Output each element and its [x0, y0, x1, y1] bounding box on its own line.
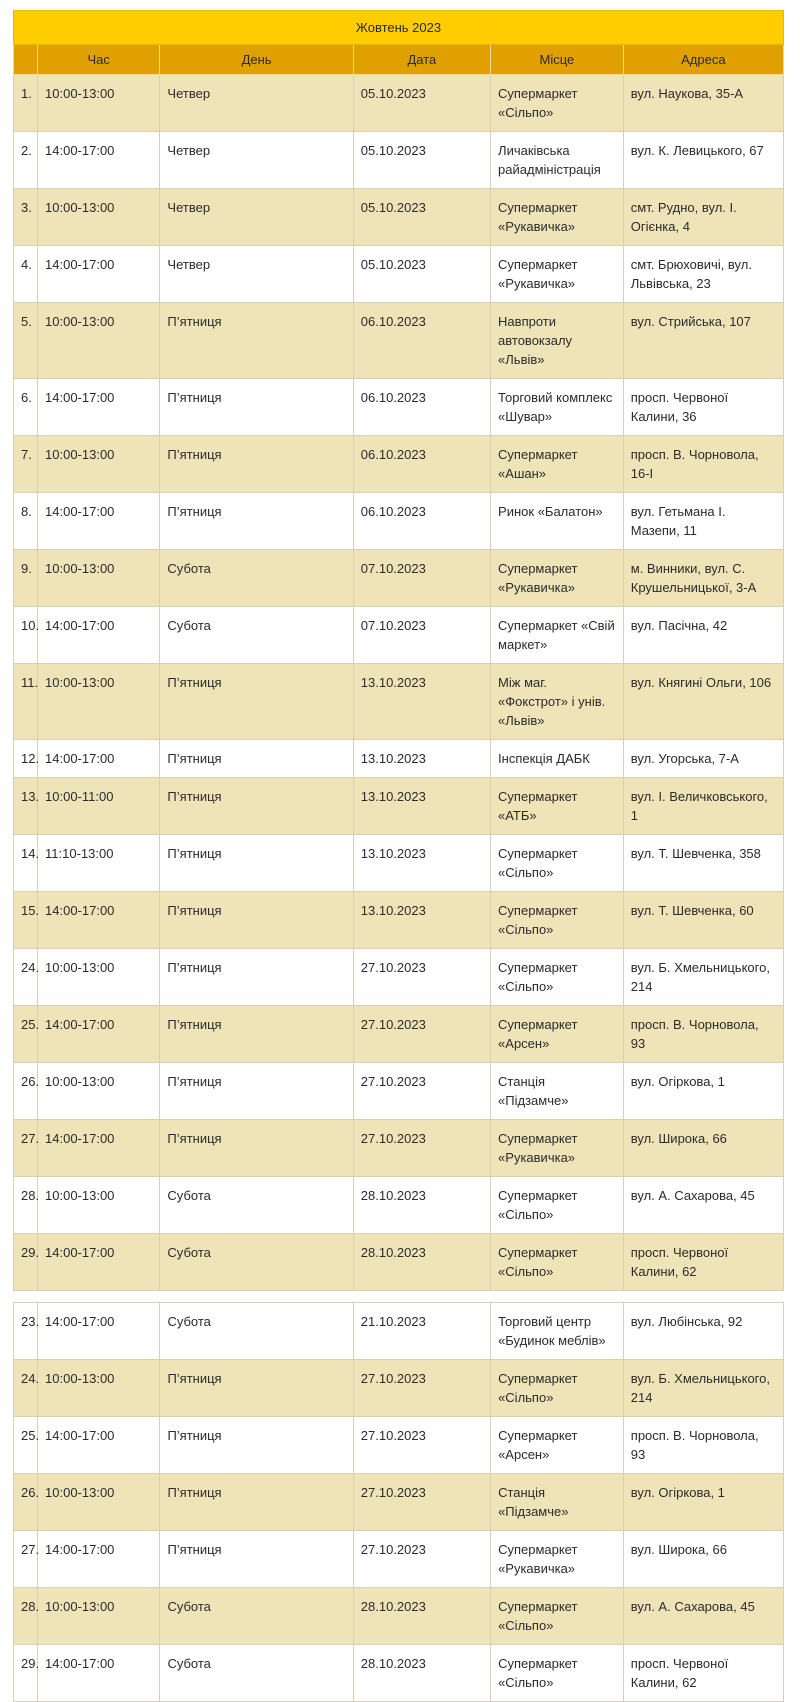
- cell-date: 07.10.2023: [353, 550, 490, 607]
- cell-place: Станція «Підзамче»: [491, 1063, 624, 1120]
- cell-address: вул. Любінська, 92: [623, 1303, 783, 1360]
- table-row: [14, 1120, 784, 1177]
- cell-date: 27.10.2023: [353, 1063, 490, 1120]
- cell-number: 25.: [14, 1006, 38, 1063]
- cell-time: 14:00-17:00: [38, 740, 160, 778]
- cell-place: Ринок «Балатон»: [491, 493, 624, 550]
- cell-number: 24.: [14, 1360, 38, 1417]
- table-row: [14, 493, 784, 550]
- cell-day: Субота: [160, 1234, 353, 1291]
- table-row: [14, 1360, 784, 1417]
- cell-date: 06.10.2023: [353, 436, 490, 493]
- table-title: Жовтень 2023: [14, 11, 784, 45]
- table-row: [14, 778, 784, 835]
- cell-number: 9.: [14, 550, 38, 607]
- cell-address: просп. В. Чорновола, 93: [623, 1006, 783, 1063]
- cell-number: 25.: [14, 1417, 38, 1474]
- cell-place: Супермаркет «Свій маркет»: [491, 607, 624, 664]
- cell-day: П’ятниця: [160, 1417, 353, 1474]
- cell-date: 28.10.2023: [353, 1645, 490, 1702]
- cell-address: просп. В. Чорновола, 93: [623, 1417, 783, 1474]
- cell-date: 27.10.2023: [353, 1006, 490, 1063]
- cell-time: 14:00-17:00: [38, 246, 160, 303]
- cell-day: П’ятниця: [160, 1474, 353, 1531]
- cell-number: 29.: [14, 1234, 38, 1291]
- cell-date: 06.10.2023: [353, 379, 490, 436]
- cell-address: вул. Б. Хмельницького, 214: [623, 1360, 783, 1417]
- cell-place: Станція «Підзамче»: [491, 1474, 624, 1531]
- cell-place: Супермаркет «Ашан»: [491, 436, 624, 493]
- cell-date: 13.10.2023: [353, 664, 490, 740]
- cell-address: вул. Наукова, 35-А: [623, 75, 783, 132]
- cell-place: Супермаркет «Сільпо»: [491, 1177, 624, 1234]
- cell-address: вул. Стрийська, 107: [623, 303, 783, 379]
- table-row: [14, 1303, 784, 1360]
- cell-day: Субота: [160, 550, 353, 607]
- table-row: [14, 379, 784, 436]
- cell-time: 10:00-13:00: [38, 189, 160, 246]
- cell-day: Четвер: [160, 75, 353, 132]
- cell-address: вул. А. Сахарова, 45: [623, 1177, 783, 1234]
- cell-time: 14:00-17:00: [38, 1234, 160, 1291]
- cell-number: 15.: [14, 892, 38, 949]
- cell-date: 07.10.2023: [353, 607, 490, 664]
- cell-time: 14:00-17:00: [38, 493, 160, 550]
- cell-date: 05.10.2023: [353, 246, 490, 303]
- table-row: [14, 1531, 784, 1588]
- cell-number: 13.: [14, 778, 38, 835]
- cell-place: Супермаркет «Рукавичка»: [491, 1531, 624, 1588]
- cell-day: Субота: [160, 1303, 353, 1360]
- cell-day: П’ятниця: [160, 436, 353, 493]
- cell-place: Супермаркет «Сільпо»: [491, 1588, 624, 1645]
- cell-day: П’ятниця: [160, 892, 353, 949]
- table-row: [14, 1645, 784, 1702]
- cell-time: 10:00-11:00: [38, 778, 160, 835]
- cell-time: 10:00-13:00: [38, 1177, 160, 1234]
- cell-day: Субота: [160, 1645, 353, 1702]
- cell-address: м. Винники, вул. С. Крушельницької, 3-А: [623, 550, 783, 607]
- header-address: Адреса: [623, 45, 783, 75]
- cell-date: 13.10.2023: [353, 778, 490, 835]
- cell-place: Супермаркет «Сільпо»: [491, 949, 624, 1006]
- cell-place: Інспекція ДАБК: [491, 740, 624, 778]
- cell-number: 1.: [14, 75, 38, 132]
- cell-date: 05.10.2023: [353, 189, 490, 246]
- cell-time: 14:00-17:00: [38, 1531, 160, 1588]
- cell-place: Супермаркет «Арсен»: [491, 1417, 624, 1474]
- cell-day: П’ятниця: [160, 1063, 353, 1120]
- cell-time: 14:00-17:00: [38, 379, 160, 436]
- cell-time: 10:00-13:00: [38, 1360, 160, 1417]
- cell-date: 05.10.2023: [353, 75, 490, 132]
- cell-day: П’ятниця: [160, 949, 353, 1006]
- cell-date: 27.10.2023: [353, 1417, 490, 1474]
- cell-date: 05.10.2023: [353, 132, 490, 189]
- cell-time: 11:10-13:00: [38, 835, 160, 892]
- cell-number: 24.: [14, 949, 38, 1006]
- cell-date: 06.10.2023: [353, 493, 490, 550]
- cell-time: 10:00-13:00: [38, 303, 160, 379]
- cell-place: Супермаркет «АТБ»: [491, 778, 624, 835]
- cell-number: 6.: [14, 379, 38, 436]
- header-number: [14, 45, 38, 75]
- cell-place: Супермаркет «Сільпо»: [491, 1360, 624, 1417]
- cell-day: П’ятниця: [160, 303, 353, 379]
- cell-day: П’ятниця: [160, 835, 353, 892]
- cell-date: 27.10.2023: [353, 1531, 490, 1588]
- cell-number: 26.: [14, 1474, 38, 1531]
- cell-date: 06.10.2023: [353, 303, 490, 379]
- cell-place: Супермаркет «Рукавичка»: [491, 189, 624, 246]
- table-row: [14, 664, 784, 740]
- cell-date: 27.10.2023: [353, 1360, 490, 1417]
- cell-place: Супермаркет «Рукавичка»: [491, 246, 624, 303]
- schedule-table-continuation: [13, 1302, 784, 1702]
- cell-address: вул. І. Величковського, 1: [623, 778, 783, 835]
- table-row: [14, 892, 784, 949]
- cell-date: 27.10.2023: [353, 949, 490, 1006]
- cell-place: Між маг. «Фокстрот» і унів. «Львів»: [491, 664, 624, 740]
- cell-number: 14.: [14, 835, 38, 892]
- cell-day: П’ятниця: [160, 1006, 353, 1063]
- cell-number: 26.: [14, 1063, 38, 1120]
- cell-time: 14:00-17:00: [38, 1303, 160, 1360]
- cell-time: 10:00-13:00: [38, 1063, 160, 1120]
- cell-day: Субота: [160, 1177, 353, 1234]
- cell-place: Супермаркет «Сільпо»: [491, 1234, 624, 1291]
- cell-time: 10:00-13:00: [38, 75, 160, 132]
- cell-number: 3.: [14, 189, 38, 246]
- cell-address: вул. Широка, 66: [623, 1531, 783, 1588]
- cell-day: П’ятниця: [160, 778, 353, 835]
- cell-day: П’ятниця: [160, 664, 353, 740]
- header-place: Місце: [491, 45, 624, 75]
- schedule-table-october: [13, 10, 784, 1291]
- cell-number: 28.: [14, 1588, 38, 1645]
- table-row: [14, 740, 784, 778]
- cell-number: 23.: [14, 1303, 38, 1360]
- cell-address: вул. Княгині Ольги, 106: [623, 664, 783, 740]
- cell-day: П’ятниця: [160, 1120, 353, 1177]
- cell-day: П’ятниця: [160, 493, 353, 550]
- cell-place: Супермаркет «Рукавичка»: [491, 550, 624, 607]
- table-row: [14, 75, 784, 132]
- cell-day: П’ятниця: [160, 1531, 353, 1588]
- cell-number: 7.: [14, 436, 38, 493]
- cell-time: 10:00-13:00: [38, 949, 160, 1006]
- cell-number: 28.: [14, 1177, 38, 1234]
- cell-address: вул. Б. Хмельницького, 214: [623, 949, 783, 1006]
- table-row: [14, 1234, 784, 1291]
- cell-address: вул. Т. Шевченка, 60: [623, 892, 783, 949]
- cell-address: вул. Пасічна, 42: [623, 607, 783, 664]
- cell-place: Навпроти автовокзалу «Львів»: [491, 303, 624, 379]
- table-row: [14, 550, 784, 607]
- cell-place: Супермаркет «Сільпо»: [491, 1645, 624, 1702]
- cell-place: Супермаркет «Сільпо»: [491, 892, 624, 949]
- cell-day: Четвер: [160, 132, 353, 189]
- cell-place: Супермаркет «Сільпо»: [491, 835, 624, 892]
- table-row: [14, 189, 784, 246]
- cell-day: Четвер: [160, 246, 353, 303]
- cell-time: 14:00-17:00: [38, 132, 160, 189]
- cell-number: 27.: [14, 1120, 38, 1177]
- cell-number: 5.: [14, 303, 38, 379]
- cell-number: 29.: [14, 1645, 38, 1702]
- cell-address: вул. К. Левицького, 67: [623, 132, 783, 189]
- cell-address: вул. Широка, 66: [623, 1120, 783, 1177]
- cell-address: вул. Т. Шевченка, 358: [623, 835, 783, 892]
- cell-day: П’ятниця: [160, 740, 353, 778]
- cell-time: 14:00-17:00: [38, 1120, 160, 1177]
- cell-place: Торговий комплекс «Шувар»: [491, 379, 624, 436]
- cell-address: смт. Брюховичі, вул. Львівська, 23: [623, 246, 783, 303]
- cell-date: 27.10.2023: [353, 1120, 490, 1177]
- cell-address: просп. Червоної Калини, 62: [623, 1645, 783, 1702]
- table-row: [14, 1063, 784, 1120]
- cell-time: 14:00-17:00: [38, 892, 160, 949]
- cell-time: 14:00-17:00: [38, 1417, 160, 1474]
- cell-address: просп. Червоної Калини, 62: [623, 1234, 783, 1291]
- cell-date: 28.10.2023: [353, 1177, 490, 1234]
- cell-number: 10.: [14, 607, 38, 664]
- table-row: [14, 607, 784, 664]
- table-row: [14, 1177, 784, 1234]
- cell-day: П’ятниця: [160, 1360, 353, 1417]
- header-date: Дата: [353, 45, 490, 75]
- cell-time: 10:00-13:00: [38, 1474, 160, 1531]
- table-row: [14, 132, 784, 189]
- cell-address: вул. Огіркова, 1: [623, 1063, 783, 1120]
- cell-number: 4.: [14, 246, 38, 303]
- cell-number: 2.: [14, 132, 38, 189]
- cell-day: П’ятниця: [160, 379, 353, 436]
- cell-address: просп. В. Чорновола, 16-І: [623, 436, 783, 493]
- table-row: [14, 1474, 784, 1531]
- cell-address: вул. А. Сахарова, 45: [623, 1588, 783, 1645]
- table-title-row: [14, 11, 784, 45]
- cell-number: 27.: [14, 1531, 38, 1588]
- table-row: [14, 246, 784, 303]
- cell-time: 14:00-17:00: [38, 1645, 160, 1702]
- cell-time: 10:00-13:00: [38, 664, 160, 740]
- cell-date: 28.10.2023: [353, 1234, 490, 1291]
- cell-address: вул. Огіркова, 1: [623, 1474, 783, 1531]
- cell-day: Четвер: [160, 189, 353, 246]
- cell-place: Торговий центр «Будинок меблів»: [491, 1303, 624, 1360]
- table-row: [14, 436, 784, 493]
- cell-number: 12.: [14, 740, 38, 778]
- table-row: [14, 1417, 784, 1474]
- cell-date: 21.10.2023: [353, 1303, 490, 1360]
- table-row: [14, 949, 784, 1006]
- table-row: [14, 1006, 784, 1063]
- cell-address: вул. Гетьмана І. Мазепи, 11: [623, 493, 783, 550]
- header-day: День: [160, 45, 353, 75]
- cell-day: Субота: [160, 1588, 353, 1645]
- cell-place: Супермаркет «Сільпо»: [491, 75, 624, 132]
- cell-date: 28.10.2023: [353, 1588, 490, 1645]
- table-row: [14, 835, 784, 892]
- cell-place: Супермаркет «Рукавичка»: [491, 1120, 624, 1177]
- cell-place: Супермаркет «Арсен»: [491, 1006, 624, 1063]
- cell-date: 13.10.2023: [353, 835, 490, 892]
- cell-date: 13.10.2023: [353, 740, 490, 778]
- cell-time: 10:00-13:00: [38, 436, 160, 493]
- header-time: Час: [38, 45, 160, 75]
- cell-time: 14:00-17:00: [38, 1006, 160, 1063]
- cell-date: 13.10.2023: [353, 892, 490, 949]
- cell-time: 10:00-13:00: [38, 1588, 160, 1645]
- cell-number: 11.: [14, 664, 38, 740]
- table-row: [14, 1588, 784, 1645]
- cell-place: Личаківська райадміністрація: [491, 132, 624, 189]
- cell-address: смт. Рудно, вул. І. Огієнка, 4: [623, 189, 783, 246]
- cell-address: вул. Угорська, 7-А: [623, 740, 783, 778]
- cell-time: 10:00-13:00: [38, 550, 160, 607]
- cell-number: 8.: [14, 493, 38, 550]
- cell-day: Субота: [160, 607, 353, 664]
- cell-time: 14:00-17:00: [38, 607, 160, 664]
- cell-address: просп. Червоної Калини, 36: [623, 379, 783, 436]
- cell-date: 27.10.2023: [353, 1474, 490, 1531]
- table-header-row: [14, 45, 784, 75]
- table-row: [14, 303, 784, 379]
